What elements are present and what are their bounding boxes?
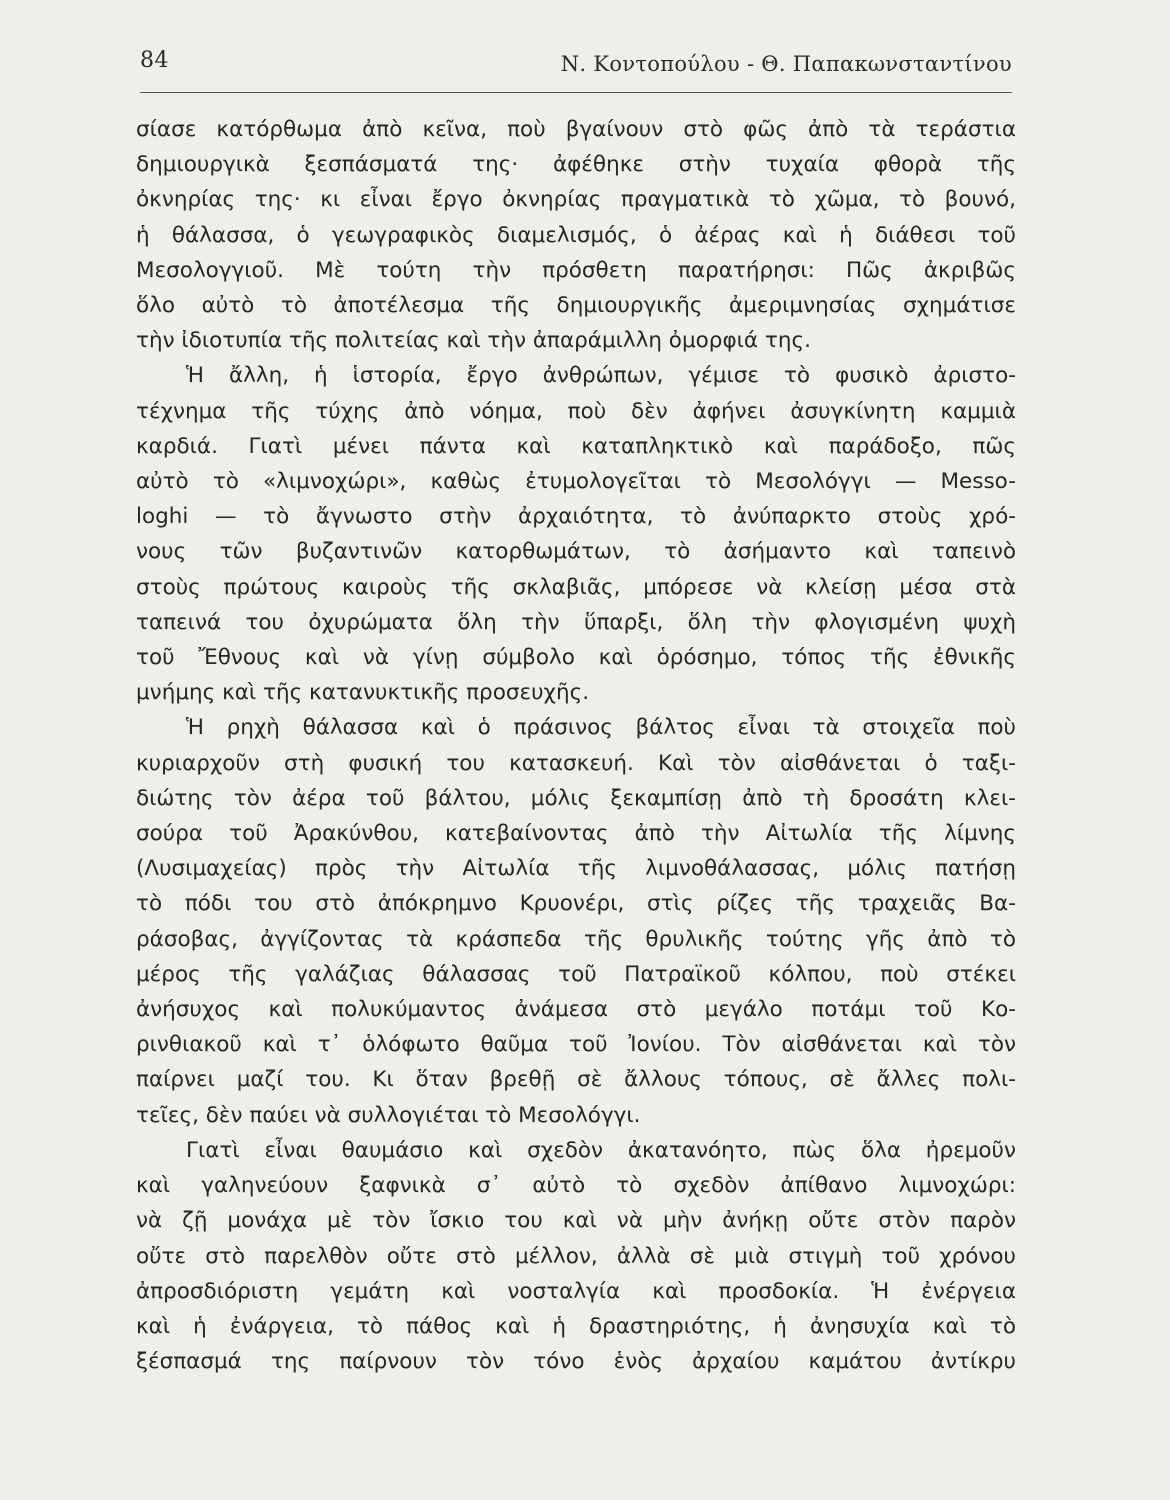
page-number: 84: [140, 48, 169, 73]
text-line: Ἡ ρηχὴ θάλασσα καὶ ὁ πράσινος βάλτος εἶναι τὰ στοιχεῖα ποὺ: [186, 715, 1016, 741]
text-line: loghi — τὸ ἄγνωστο στὴν ἀρχαιότητα, τὸ ἀνύπαρκτο στοὺς χρό-: [136, 504, 1016, 530]
text-line: αὐτὸ τὸ «λιμνοχώρι», καθὼς ἐτυμολογεῖται τὸ Μεσολόγγι — Messo-: [136, 469, 1016, 495]
text-line: καὶ ἡ ἐνάργεια, τὸ πάθος καὶ ἡ δραστηριότης, ἡ ἀνησυχία καὶ τὸ: [136, 1313, 1016, 1339]
text-line: τὸ πόδι του στὸ ἀπόκρημνο Κρυονέρι, στὶς ρίζες τῆς τραχειᾶς Βα-: [136, 891, 1016, 917]
text-line: σίασε κατόρθωμα ἀπὸ κεῖνα, ποὺ βγαίνουν στὸ φῶς ἀπὸ τὰ τεράστια: [136, 117, 1016, 142]
text-line: ἡ θάλασσα, ὁ γεωγραφικὸς διαμελισμός, ὁ ἀέρας καὶ ἡ διάθεσι τοῦ: [136, 222, 1016, 248]
text-line: τοῦ Ἔθνους καὶ νὰ γίνῃ σύμβολο καὶ ὁρόσημο, τόπος τῆς ἐθνικῆς: [136, 645, 1016, 671]
text-line: ὀκνηρίας της· κι εἶναι ἔργο ὀκνηρίας πραγματικὰ τὸ χῶμα, τὸ βουνό,: [136, 187, 1016, 213]
text-line: ἀνήσυχος καὶ πολυκύμαντος ἀνάμεσα στὸ μεγάλο ποτάμι τοῦ Κο-: [136, 997, 1016, 1023]
text-line: οὔτε στὸ παρελθὸν οὔτε στὸ μέλλον, ἀλλὰ σὲ μιὰ στιγμὴ τοῦ χρόνου: [136, 1243, 1016, 1269]
text-line: σούρα τοῦ Ἀρακύνθου, κατεβαίνοντας ἀπὸ τὴν Αἰτωλία τῆς λίμνης: [136, 821, 1016, 847]
text-line: μνήμης καὶ τῆς κατανυκτικῆς προσευχῆς.: [136, 680, 590, 706]
body-text: [136, 112, 1016, 1379]
text-line: Ἡ ἄλλη, ἡ ἱστορία, ἔργο ἀνθρώπων, γέμισε τὸ φυσικὸ ἀριστο-: [186, 363, 1016, 389]
text-line: παίρνει μαζί του. Κι ὅταν βρεθῇ σὲ ἄλλους τόπους, σὲ ἄλλες πολι-: [136, 1067, 1016, 1093]
text-line: ἀπροσδιόριστη γεμάτη καὶ νοσταλγία καὶ προσδοκία. Ἡ ἐνέργεια: [136, 1278, 1016, 1304]
paragraph-1: [136, 112, 1016, 358]
text-line: στοὺς πρώτους καιροὺς τῆς σκλαβιᾶς, μπόρεσε νὰ κλείσῃ μέσα στὰ: [136, 574, 1016, 600]
paragraph-3: [136, 710, 1016, 1132]
text-line: Μεσολογγιοῦ. Μὲ τούτη τὴν πρόσθετη παρατήρησι: Πῶς ἀκριβῶς: [136, 257, 1016, 283]
text-line: κυριαρχοῦν στὴ φυσική του κατασκευή. Καὶ τὸν αἰσθάνεται ὁ ταξι-: [136, 750, 1016, 776]
text-line: ράσοβας, ἀγγίζοντας τὰ κράσπεδα τῆς θρυλικῆς τούτης γῆς ἀπὸ τὸ: [136, 926, 1016, 952]
text-line: Γιατὶ εἶναι θαυμάσιο καὶ σχεδὸν ἀκατανόητο, πὼς ὅλα ἠρεμοῦν: [186, 1137, 1016, 1163]
header-rule: [140, 92, 1012, 93]
text-line: ξέσπασμά της παίρνουν τὸν τόνο ἑνὸς ἀρχαίου καμάτου ἀντίκρυ: [136, 1349, 1016, 1375]
page-header: [140, 46, 1012, 86]
text-line: μέρος τῆς γαλάζιας θάλασσας τοῦ Πατραϊκοῦ κόλπου, ποὺ στέκει: [136, 961, 1016, 987]
text-line: (Λυσιμαχείας) πρὸς τὴν Αἰτωλία τῆς λιμνοθάλασσας, μόλις πατήσῃ: [136, 856, 1016, 882]
text-line: διώτης τὸν ἀέρα τοῦ βάλτου, μόλις ξεκαμπίσῃ ἀπὸ τὴ δροσάτη κλει-: [136, 785, 1016, 811]
text-line: τεῖες, δὲν παύει νὰ συλλογιέται τὸ Μεσολόγγι.: [136, 1102, 641, 1128]
text-line: ὅλο αὐτὸ τὸ ἀποτέλεσμα τῆς δημιουργικῆς ἀμεριμνησίας σχημάτισε: [136, 293, 1016, 319]
text-line: νους τῶν βυζαντινῶν κατορθωμάτων, τὸ ἀσήμαντο καὶ ταπεινὸ: [136, 539, 1016, 565]
text-line: δημιουργικὰ ξεσπάσματά της· ἀφέθηκε στὴν τυχαία φθορὰ τῆς: [136, 152, 1016, 178]
text-line: νὰ ζῇ μονάχα μὲ τὸν ἴσκιο του καὶ νὰ μὴν ἀνήκῃ οὔτε στὸν παρὸν: [136, 1208, 1016, 1234]
text-line: καρδιά. Γιατὶ μένει πάντα καὶ καταπληκτικὸ καὶ παράδοξο, πῶς: [136, 433, 1016, 459]
text-line: τέχνημα τῆς τύχης ἀπὸ νόημα, ποὺ δὲν ἀφήνει ἀσυγκίνητη καμμιὰ: [136, 398, 1016, 424]
paragraph-2: [136, 358, 1016, 710]
text-line: ρινθιακοῦ καὶ τ᾽ ὁλόφωτο θαῦμα τοῦ Ἰονίου. Τὸν αἰσθάνεται καὶ τὸν: [136, 1032, 1016, 1058]
text-line: ταπεινά του ὀχυρώματα ὅλη τὴν ὕπαρξι, ὅλη τὴν φλογισμένη ψυχὴ: [136, 609, 1016, 635]
text-line: τὴν ἰδιοτυπία τῆς πολιτείας καὶ τὴν ἀπαράμιλλη ὀμορφιά της.: [136, 328, 811, 354]
running-head: Ν. Κοντοπούλου - Θ. Παπακωνσταντίνου: [560, 52, 1012, 76]
text-line: καὶ γαληνεύουν ξαφνικὰ σ᾽ αὐτὸ τὸ σχεδὸν ἀπίθανο λιμνοχώρι:: [136, 1173, 1016, 1199]
paragraph-4: [136, 1133, 1016, 1379]
